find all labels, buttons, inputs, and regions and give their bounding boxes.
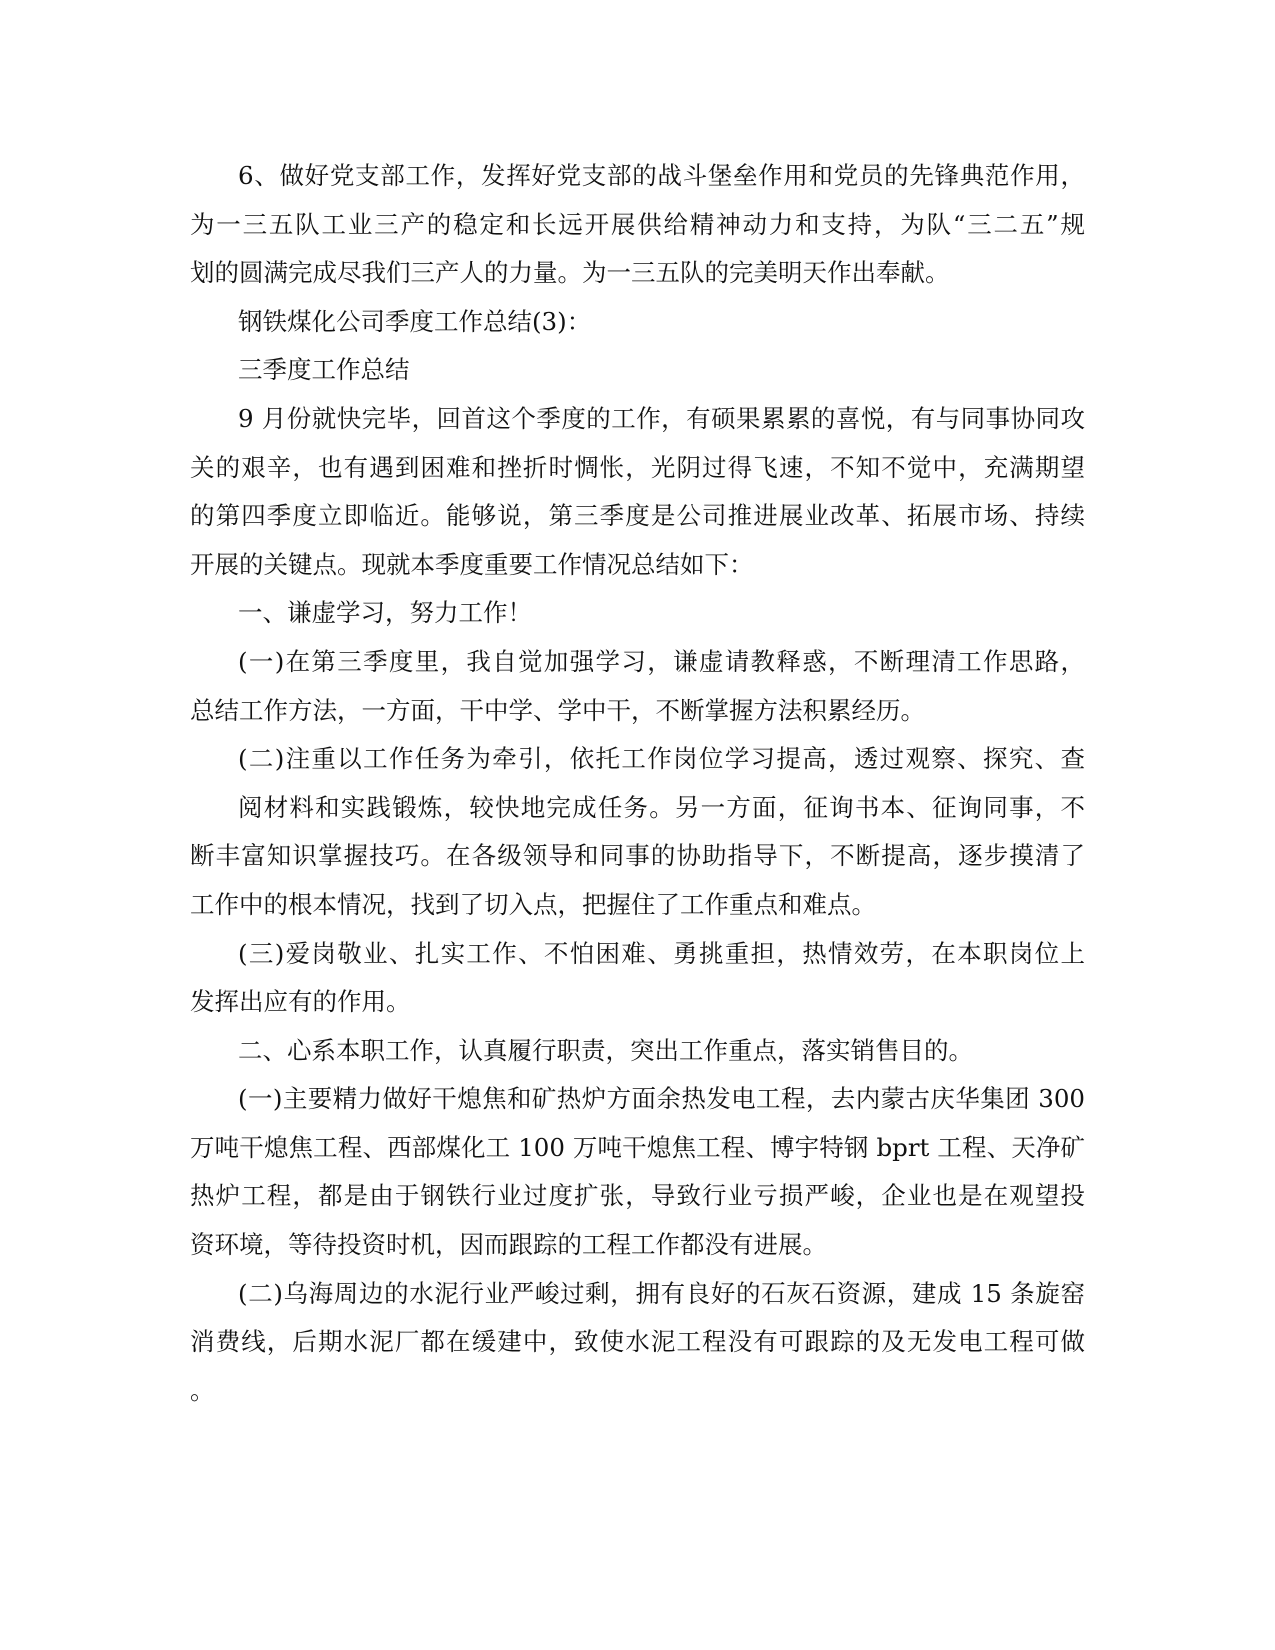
paragraph-line: 9 月份就快完毕，回首这个季度的工作，有硕果累累的喜悦，有与同事协同攻 (238, 403, 1085, 433)
paragraph-line: (一)在第三季度里，我自觉加强学习，谦虚请教释惑，不断理清工作思路， (238, 646, 1085, 676)
paragraph-line: 的第四季度立即临近。能够说，第三季度是公司推进展业改革、拓展市场、持续 (190, 501, 1085, 531)
document-body (190, 152, 1085, 1415)
paragraph-line: 工作中的根本情况，找到了切入点，把握住了工作重点和难点。 (190, 889, 876, 919)
paragraph-line: 关的艰辛，也有遇到困难和挫折时惆怅，光阴过得飞速，不知不觉中，充满期望 (190, 452, 1085, 482)
section-heading: 二、心系本职工作，认真履行职责，突出工作重点，落实销售目的。 (238, 1035, 973, 1065)
paragraph-line: (一)主要精力做好干熄焦和矿热炉方面余热发电工程，去内蒙古庆华集团 300 (238, 1084, 1085, 1114)
paragraph-line: 发挥出应有的作用。 (190, 987, 411, 1017)
section-heading: 一、谦虚学习，努力工作！ (238, 598, 532, 628)
paragraph-line: (二)注重以工作任务为牵引，依托工作岗位学习提高，透过观察、探究、查 (238, 744, 1085, 774)
paragraph-line: 6、做好党支部工作，发挥好党支部的战斗堡垒作用和党员的先锋典范作用， (238, 161, 1085, 190)
paragraph-line: 阅材料和实践锻炼，较快地完成任务。另一方面，征询书本、征询同事，不 (238, 792, 1085, 822)
paragraph-line: 资环境，等待投资时机，因而跟踪的工程工作都没有进展。 (190, 1230, 827, 1260)
paragraph-line: (三)爱岗敬业、扎实工作、不怕困难、勇挑重担，热情效劳，在本职岗位上 (238, 938, 1085, 968)
paragraph-line: 万吨干熄焦工程、西部煤化工 100 万吨干熄焦工程、博宇特钢 bprt 工程、天净矿 (190, 1132, 1085, 1162)
paragraph-line: 断丰富知识掌握技巧。在各级领导和同事的协助指导下，不断提高，逐步摸清了 (190, 841, 1085, 871)
paragraph-line: 总结工作方法，一方面，干中学、学中干，不断掌握方法积累经历。 (190, 695, 925, 725)
paragraph-line: 消费线，后期水泥厂都在缓建中，致使水泥工程没有可跟踪的及无发电工程可做 (190, 1327, 1085, 1357)
section-subheading: 三季度工作总结 (238, 355, 410, 385)
section-heading: 钢铁煤化公司季度工作总结(3)： (238, 306, 592, 336)
paragraph-line: 划的圆满完成尽我们三产人的力量。为一三五队的完美明天作出奉献。 (190, 258, 950, 288)
paragraph-line: 。 (190, 1375, 215, 1405)
paragraph-line: 热炉工程，都是由于钢铁行业过度扩张，导致行业亏损严峻，企业也是在观望投 (190, 1181, 1085, 1211)
paragraph-line: 开展的关键点。现就本季度重要工作情况总结如下： (190, 549, 754, 579)
paragraph-line: 为一三五队工业三产的稳定和长远开展供给精神动力和支持，为队“三二五”规 (190, 209, 1085, 239)
paragraph-line: (二)乌海周边的水泥行业严峻过剩，拥有良好的石灰石资源，建成 15 条旋窑 (238, 1278, 1085, 1308)
